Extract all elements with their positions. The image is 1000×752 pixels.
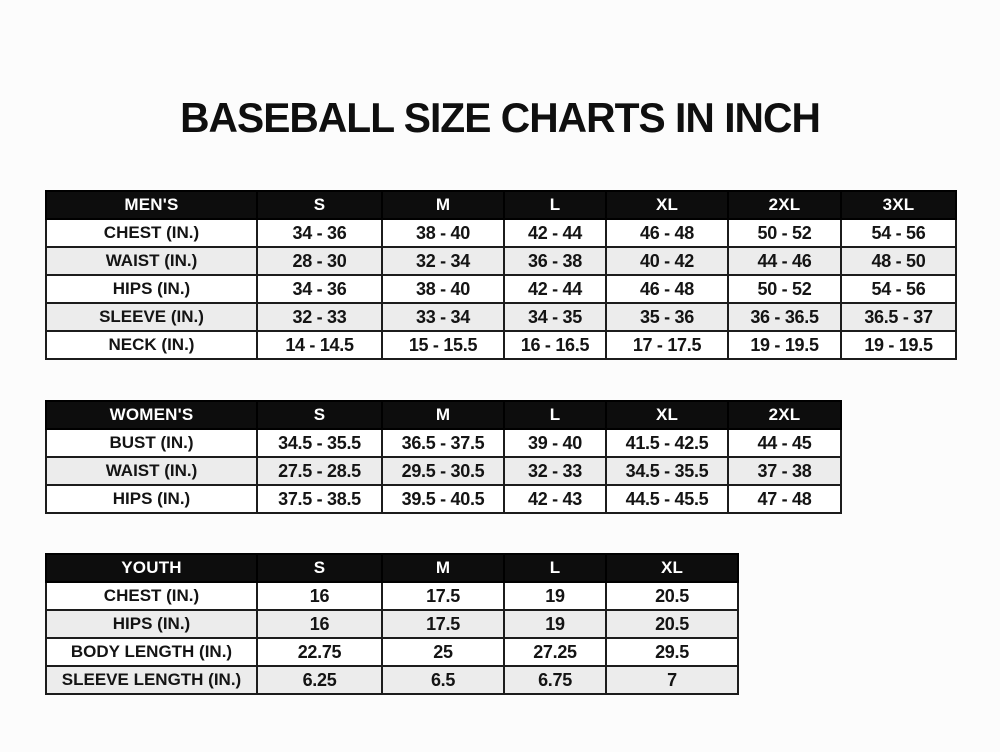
size-value-cell: 32 - 33: [504, 457, 606, 485]
column-header-xl: XL: [606, 191, 728, 219]
womens-size-table: [45, 400, 842, 514]
size-value-cell: 27.25: [504, 638, 606, 666]
table-row: [46, 582, 738, 610]
size-value-cell: 46 - 48: [606, 275, 728, 303]
mens-table-body: [46, 219, 956, 359]
size-value-cell: 33 - 34: [382, 303, 504, 331]
size-value-cell: 48 - 50: [841, 247, 956, 275]
size-value-cell: 35 - 36: [606, 303, 728, 331]
column-header-2xl: 2XL: [728, 401, 841, 429]
size-value-cell: 42 - 44: [504, 275, 606, 303]
row-label: NECK (IN.): [46, 331, 257, 359]
table-row: [46, 429, 841, 457]
size-value-cell: 36 - 38: [504, 247, 606, 275]
size-value-cell: 34 - 35: [504, 303, 606, 331]
youth-table-header: [46, 554, 738, 582]
size-value-cell: 44 - 46: [728, 247, 841, 275]
column-header-l: L: [504, 191, 606, 219]
size-value-cell: 29.5: [606, 638, 738, 666]
size-value-cell: 6.25: [257, 666, 382, 694]
size-value-cell: 36.5 - 37: [841, 303, 956, 331]
table-row: [46, 219, 956, 247]
table-row: [46, 638, 738, 666]
size-value-cell: 19 - 19.5: [841, 331, 956, 359]
size-value-cell: 47 - 48: [728, 485, 841, 513]
youth-size-table: [45, 553, 739, 695]
size-value-cell: 32 - 33: [257, 303, 382, 331]
row-label: HIPS (IN.): [46, 485, 257, 513]
size-value-cell: 28 - 30: [257, 247, 382, 275]
size-value-cell: 44 - 45: [728, 429, 841, 457]
row-label: SLEEVE LENGTH (IN.): [46, 666, 257, 694]
table-row: [46, 275, 956, 303]
size-value-cell: 32 - 34: [382, 247, 504, 275]
size-value-cell: 40 - 42: [606, 247, 728, 275]
size-value-cell: 54 - 56: [841, 275, 956, 303]
row-label: WAIST (IN.): [46, 247, 257, 275]
size-value-cell: 15 - 15.5: [382, 331, 504, 359]
size-value-cell: 37 - 38: [728, 457, 841, 485]
row-label: HIPS (IN.): [46, 275, 257, 303]
youth-table-body: [46, 582, 738, 694]
size-value-cell: 20.5: [606, 610, 738, 638]
table-row: [46, 457, 841, 485]
size-value-cell: 16 - 16.5: [504, 331, 606, 359]
womens-table-header: [46, 401, 841, 429]
column-header-m: M: [382, 191, 504, 219]
size-value-cell: 36 - 36.5: [728, 303, 841, 331]
mens-header-row: [46, 191, 956, 219]
table-row: [46, 610, 738, 638]
size-value-cell: 17 - 17.5: [606, 331, 728, 359]
size-value-cell: 29.5 - 30.5: [382, 457, 504, 485]
page-title: BASEBALL SIZE CHARTS IN INCH: [180, 94, 820, 142]
row-label: WAIST (IN.): [46, 457, 257, 485]
size-value-cell: 42 - 44: [504, 219, 606, 247]
column-header-s: S: [257, 401, 382, 429]
row-label: HIPS (IN.): [46, 610, 257, 638]
table-row: [46, 485, 841, 513]
youth-header-row: [46, 554, 738, 582]
size-value-cell: 46 - 48: [606, 219, 728, 247]
column-header-l: L: [504, 401, 606, 429]
size-value-cell: 54 - 56: [841, 219, 956, 247]
size-value-cell: 34.5 - 35.5: [606, 457, 728, 485]
column-header-xl: XL: [606, 554, 738, 582]
size-value-cell: 19: [504, 610, 606, 638]
column-header-xl: XL: [606, 401, 728, 429]
row-label: CHEST (IN.): [46, 219, 257, 247]
size-value-cell: 17.5: [382, 610, 504, 638]
size-value-cell: 6.75: [504, 666, 606, 694]
size-value-cell: 44.5 - 45.5: [606, 485, 728, 513]
size-value-cell: 50 - 52: [728, 219, 841, 247]
column-header-s: S: [257, 191, 382, 219]
size-value-cell: 16: [257, 582, 382, 610]
size-value-cell: 34 - 36: [257, 219, 382, 247]
size-value-cell: 19: [504, 582, 606, 610]
column-header-m: M: [382, 554, 504, 582]
table-row: [46, 247, 956, 275]
size-value-cell: 38 - 40: [382, 275, 504, 303]
table-row: [46, 303, 956, 331]
womens-table-title: WOMEN'S: [46, 401, 257, 429]
youth-table-title: YOUTH: [46, 554, 257, 582]
size-value-cell: 41.5 - 42.5: [606, 429, 728, 457]
size-value-cell: 39.5 - 40.5: [382, 485, 504, 513]
column-header-3xl: 3XL: [841, 191, 956, 219]
size-value-cell: 7: [606, 666, 738, 694]
size-value-cell: 25: [382, 638, 504, 666]
size-value-cell: 16: [257, 610, 382, 638]
row-label: SLEEVE (IN.): [46, 303, 257, 331]
size-value-cell: 27.5 - 28.5: [257, 457, 382, 485]
size-value-cell: 37.5 - 38.5: [257, 485, 382, 513]
size-value-cell: 17.5: [382, 582, 504, 610]
column-header-2xl: 2XL: [728, 191, 841, 219]
size-value-cell: 20.5: [606, 582, 738, 610]
size-value-cell: 50 - 52: [728, 275, 841, 303]
size-value-cell: 19 - 19.5: [728, 331, 841, 359]
row-label: BODY LENGTH (IN.): [46, 638, 257, 666]
row-label: CHEST (IN.): [46, 582, 257, 610]
mens-table-header: [46, 191, 956, 219]
size-value-cell: 38 - 40: [382, 219, 504, 247]
mens-size-table: [45, 190, 957, 360]
column-header-s: S: [257, 554, 382, 582]
column-header-l: L: [504, 554, 606, 582]
womens-table-body: [46, 429, 841, 513]
row-label: BUST (IN.): [46, 429, 257, 457]
size-value-cell: 39 - 40: [504, 429, 606, 457]
column-header-m: M: [382, 401, 504, 429]
table-row: [46, 331, 956, 359]
womens-header-row: [46, 401, 841, 429]
size-value-cell: 14 - 14.5: [257, 331, 382, 359]
size-value-cell: 22.75: [257, 638, 382, 666]
size-value-cell: 34 - 36: [257, 275, 382, 303]
size-value-cell: 34.5 - 35.5: [257, 429, 382, 457]
size-value-cell: 42 - 43: [504, 485, 606, 513]
size-value-cell: 36.5 - 37.5: [382, 429, 504, 457]
mens-table-title: MEN'S: [46, 191, 257, 219]
table-row: [46, 666, 738, 694]
size-value-cell: 6.5: [382, 666, 504, 694]
